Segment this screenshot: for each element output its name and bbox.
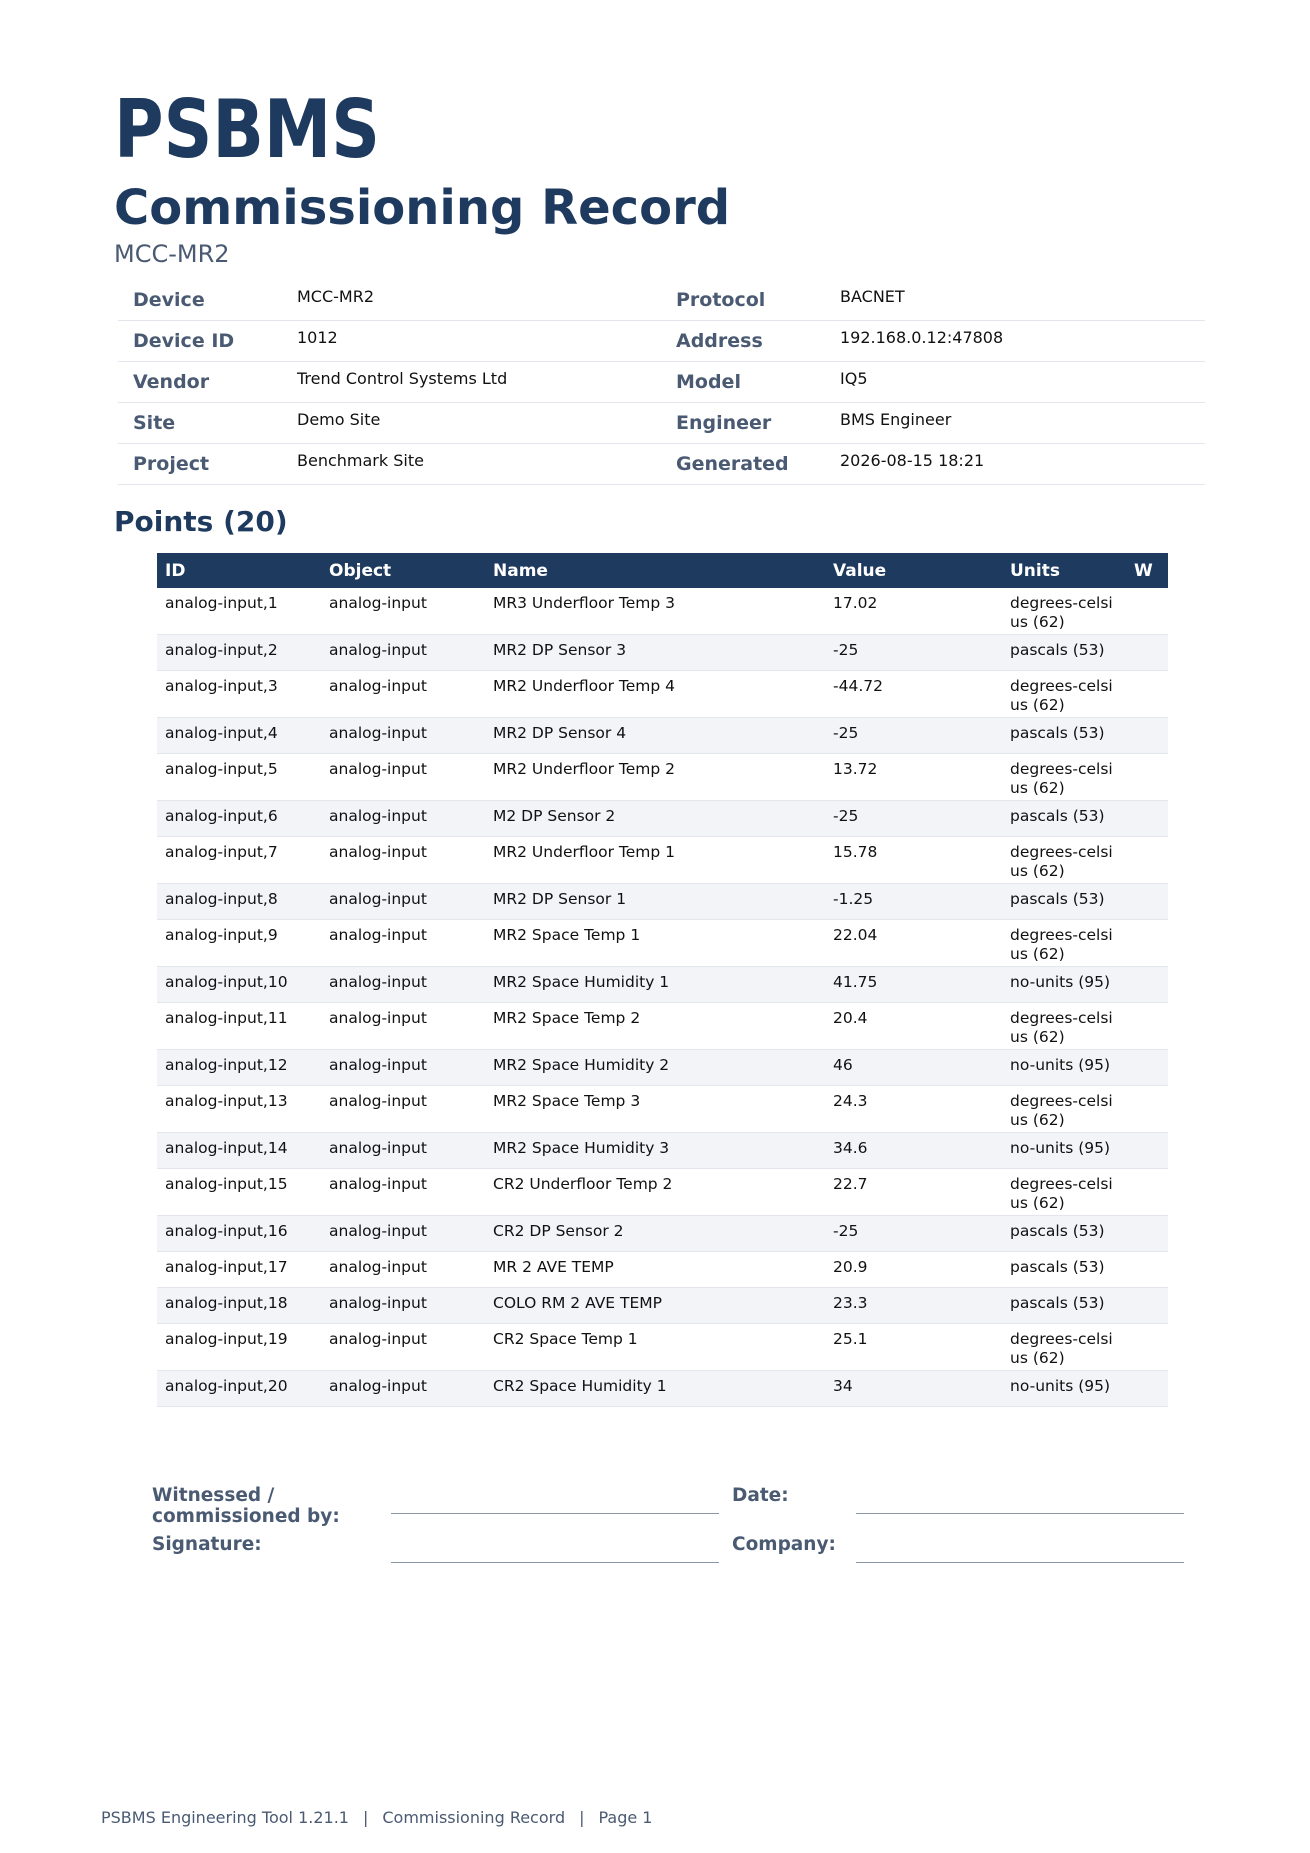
- meta-cell: [118, 289, 661, 311]
- cell-name: MR2 Space Humidity 1: [485, 967, 825, 1003]
- cell-value: 20.4: [825, 1003, 1002, 1050]
- cell-object: analog-input: [321, 801, 485, 837]
- cell-units: degrees-celsius (62): [1002, 754, 1126, 801]
- cell-id: analog-input,14: [157, 1133, 321, 1169]
- cell-id: analog-input,3: [157, 671, 321, 718]
- cell-value: 24.3: [825, 1086, 1002, 1133]
- meta-value: Demo Site: [297, 410, 381, 429]
- meta-value: Trend Control Systems Ltd: [297, 369, 508, 388]
- cell-value: -25: [825, 801, 1002, 837]
- col-header-units: Units: [1002, 553, 1126, 588]
- cell-value: -25: [825, 718, 1002, 754]
- cell-value: 34: [825, 1371, 1002, 1407]
- cell-name: MR2 Space Temp 1: [485, 920, 825, 967]
- cell-name: MR2 Space Humidity 3: [485, 1133, 825, 1169]
- cell-object: analog-input: [321, 754, 485, 801]
- date-line: [856, 1475, 1184, 1514]
- page-title: Commissioning Record: [114, 180, 731, 236]
- meta-label: Address: [676, 330, 763, 352]
- cell-w: [1126, 1086, 1168, 1133]
- cell-w: [1126, 1252, 1168, 1288]
- cell-w: [1126, 967, 1168, 1003]
- meta-value: BMS Engineer: [840, 410, 952, 429]
- table-row: [157, 671, 1168, 718]
- meta-row: [118, 280, 1205, 321]
- cell-w: [1126, 1288, 1168, 1324]
- cell-object: analog-input: [321, 1086, 485, 1133]
- cell-w: [1126, 837, 1168, 884]
- cell-w: [1126, 884, 1168, 920]
- signoff-block: [152, 1475, 1187, 1573]
- cell-units: degrees-celsius (62): [1002, 920, 1126, 967]
- cell-object: analog-input: [321, 1133, 485, 1169]
- cell-units: no-units (95): [1002, 1371, 1126, 1407]
- cell-object: analog-input: [321, 920, 485, 967]
- svg-text:PSBMS: PSBMS: [114, 83, 380, 176]
- col-header-name: Name: [485, 553, 825, 588]
- table-row: [157, 1216, 1168, 1252]
- cell-w: [1126, 1169, 1168, 1216]
- cell-value: 17.02: [825, 588, 1002, 635]
- table-row: [157, 588, 1168, 635]
- meta-label: Device ID: [133, 330, 235, 352]
- cell-id: analog-input,6: [157, 801, 321, 837]
- cell-object: analog-input: [321, 1216, 485, 1252]
- cell-value: 22.04: [825, 920, 1002, 967]
- table-row: [157, 1324, 1168, 1371]
- cell-units: degrees-celsius (62): [1002, 588, 1126, 635]
- cell-id: analog-input,4: [157, 718, 321, 754]
- cell-name: MR2 Space Temp 3: [485, 1086, 825, 1133]
- footer-tool: PSBMS Engineering Tool 1.21.1: [101, 1808, 349, 1827]
- cell-object: analog-input: [321, 1252, 485, 1288]
- cell-id: analog-input,18: [157, 1288, 321, 1324]
- cell-object: analog-input: [321, 588, 485, 635]
- meta-value: BACNET: [840, 287, 905, 306]
- cell-id: analog-input,13: [157, 1086, 321, 1133]
- footer-page: Page 1: [598, 1808, 653, 1827]
- cell-w: [1126, 635, 1168, 671]
- col-header-w: W: [1126, 553, 1168, 588]
- cell-name: MR2 Space Humidity 2: [485, 1050, 825, 1086]
- cell-object: analog-input: [321, 1169, 485, 1216]
- company-line: [856, 1524, 1184, 1563]
- points-table: [157, 553, 1168, 1407]
- cell-id: analog-input,8: [157, 884, 321, 920]
- cell-object: analog-input: [321, 671, 485, 718]
- meta-cell: [661, 453, 1204, 475]
- table-row: [157, 1288, 1168, 1324]
- table-row: [157, 754, 1168, 801]
- table-row: [157, 1133, 1168, 1169]
- device-meta-table: [118, 280, 1205, 485]
- table-row: [157, 1371, 1168, 1407]
- witnessed-line: [391, 1475, 719, 1514]
- footer-separator: |: [362, 1808, 369, 1827]
- signature-label: Signature:: [152, 1534, 262, 1555]
- meta-row: [118, 444, 1205, 485]
- table-row: [157, 635, 1168, 671]
- cell-id: analog-input,10: [157, 967, 321, 1003]
- cell-object: analog-input: [321, 1371, 485, 1407]
- cell-w: [1126, 1371, 1168, 1407]
- cell-units: pascals (53): [1002, 1288, 1126, 1324]
- cell-id: analog-input,19: [157, 1324, 321, 1371]
- meta-value: 192.168.0.12:47808: [840, 328, 1004, 347]
- cell-id: analog-input,15: [157, 1169, 321, 1216]
- witnessed-label: Witnessed / commissioned by:: [152, 1485, 340, 1527]
- cell-units: no-units (95): [1002, 1133, 1126, 1169]
- meta-value: Benchmark Site: [297, 451, 424, 470]
- cell-value: -44.72: [825, 671, 1002, 718]
- cell-units: degrees-celsius (62): [1002, 1086, 1126, 1133]
- cell-object: analog-input: [321, 1288, 485, 1324]
- meta-label: Engineer: [676, 412, 772, 434]
- cell-units: no-units (95): [1002, 967, 1126, 1003]
- meta-cell: [118, 453, 661, 475]
- cell-w: [1126, 1216, 1168, 1252]
- meta-row: [118, 321, 1205, 362]
- cell-w: [1126, 920, 1168, 967]
- cell-name: MR2 DP Sensor 1: [485, 884, 825, 920]
- meta-value: 1012: [297, 328, 338, 347]
- cell-w: [1126, 588, 1168, 635]
- cell-name: MR 2 AVE TEMP: [485, 1252, 825, 1288]
- table-row: [157, 837, 1168, 884]
- signature-line: [391, 1524, 719, 1563]
- meta-label: Device: [133, 289, 205, 311]
- cell-name: MR2 Underfloor Temp 2: [485, 754, 825, 801]
- table-row: [157, 1169, 1168, 1216]
- table-header-row: [157, 553, 1168, 588]
- table-row: [157, 718, 1168, 754]
- col-header-object: Object: [321, 553, 485, 588]
- col-header-id: ID: [157, 553, 321, 588]
- cell-name: MR2 DP Sensor 4: [485, 718, 825, 754]
- cell-object: analog-input: [321, 1050, 485, 1086]
- cell-units: degrees-celsius (62): [1002, 1169, 1126, 1216]
- meta-cell: [661, 371, 1204, 393]
- cell-id: analog-input,2: [157, 635, 321, 671]
- cell-units: degrees-celsius (62): [1002, 1003, 1126, 1050]
- meta-label: Site: [133, 412, 176, 434]
- table-row: [157, 801, 1168, 837]
- points-section-title: Points (20): [114, 505, 288, 538]
- cell-id: analog-input,9: [157, 920, 321, 967]
- cell-units: degrees-celsius (62): [1002, 837, 1126, 884]
- meta-value: IQ5: [840, 369, 868, 388]
- cell-units: pascals (53): [1002, 635, 1126, 671]
- cell-units: pascals (53): [1002, 801, 1126, 837]
- table-row: [157, 884, 1168, 920]
- cell-units: pascals (53): [1002, 1252, 1126, 1288]
- meta-label: Vendor: [133, 371, 210, 393]
- cell-name: MR3 Underfloor Temp 3: [485, 588, 825, 635]
- cell-value: 41.75: [825, 967, 1002, 1003]
- cell-value: 25.1: [825, 1324, 1002, 1371]
- cell-object: analog-input: [321, 635, 485, 671]
- cell-id: analog-input,11: [157, 1003, 321, 1050]
- cell-object: analog-input: [321, 1324, 485, 1371]
- cell-name: M2 DP Sensor 2: [485, 801, 825, 837]
- cell-units: degrees-celsius (62): [1002, 671, 1126, 718]
- cell-name: MR2 Underfloor Temp 1: [485, 837, 825, 884]
- col-header-value: Value: [825, 553, 1002, 588]
- cell-id: analog-input,7: [157, 837, 321, 884]
- footer-doc: Commissioning Record: [382, 1808, 566, 1827]
- cell-units: pascals (53): [1002, 884, 1126, 920]
- cell-name: MR2 Space Temp 2: [485, 1003, 825, 1050]
- meta-row: [118, 362, 1205, 403]
- cell-w: [1126, 1050, 1168, 1086]
- meta-row: [118, 403, 1205, 444]
- footer-separator: |: [579, 1808, 585, 1827]
- cell-value: -25: [825, 635, 1002, 671]
- cell-id: analog-input,16: [157, 1216, 321, 1252]
- meta-value: 2026-08-15 18:21: [840, 451, 985, 470]
- cell-id: analog-input,12: [157, 1050, 321, 1086]
- cell-value: -25: [825, 1216, 1002, 1252]
- cell-w: [1126, 1324, 1168, 1371]
- meta-cell: [661, 412, 1204, 434]
- meta-label: Model: [676, 371, 741, 393]
- meta-label: Protocol: [676, 289, 766, 311]
- cell-value: -1.25: [825, 884, 1002, 920]
- cell-name: CR2 Space Humidity 1: [485, 1371, 825, 1407]
- meta-cell: [661, 330, 1204, 352]
- date-label: Date:: [732, 1485, 789, 1506]
- cell-value: 23.3: [825, 1288, 1002, 1324]
- table-row: [157, 1086, 1168, 1133]
- meta-label: Project: [133, 453, 210, 475]
- meta-cell: [661, 289, 1204, 311]
- table-row: [157, 1050, 1168, 1086]
- cell-w: [1126, 1133, 1168, 1169]
- cell-id: analog-input,1: [157, 588, 321, 635]
- cell-units: pascals (53): [1002, 1216, 1126, 1252]
- cell-object: analog-input: [321, 718, 485, 754]
- page-subtitle: MCC-MR2: [114, 240, 230, 268]
- cell-value: 34.6: [825, 1133, 1002, 1169]
- cell-name: MR2 Underfloor Temp 4: [485, 671, 825, 718]
- meta-cell: [118, 412, 661, 434]
- cell-w: [1126, 801, 1168, 837]
- table-row: [157, 1003, 1168, 1050]
- cell-w: [1126, 671, 1168, 718]
- cell-name: MR2 DP Sensor 3: [485, 635, 825, 671]
- cell-name: CR2 DP Sensor 2: [485, 1216, 825, 1252]
- cell-units: pascals (53): [1002, 718, 1126, 754]
- cell-units: no-units (95): [1002, 1050, 1126, 1086]
- cell-object: analog-input: [321, 967, 485, 1003]
- cell-id: analog-input,5: [157, 754, 321, 801]
- cell-w: [1126, 754, 1168, 801]
- page-footer: [101, 1808, 652, 1827]
- cell-name: CR2 Underfloor Temp 2: [485, 1169, 825, 1216]
- cell-w: [1126, 718, 1168, 754]
- meta-label: Generated: [676, 453, 789, 475]
- table-row: [157, 920, 1168, 967]
- cell-object: analog-input: [321, 1003, 485, 1050]
- psbms-logo: [114, 83, 380, 176]
- cell-value: 22.7: [825, 1169, 1002, 1216]
- cell-id: analog-input,17: [157, 1252, 321, 1288]
- cell-name: COLO RM 2 AVE TEMP: [485, 1288, 825, 1324]
- table-row: [157, 1252, 1168, 1288]
- cell-units: degrees-celsius (62): [1002, 1324, 1126, 1371]
- cell-value: 46: [825, 1050, 1002, 1086]
- meta-cell: [118, 330, 661, 352]
- table-row: [157, 967, 1168, 1003]
- cell-w: [1126, 1003, 1168, 1050]
- cell-value: 20.9: [825, 1252, 1002, 1288]
- cell-value: 15.78: [825, 837, 1002, 884]
- cell-object: analog-input: [321, 837, 485, 884]
- cell-object: analog-input: [321, 884, 485, 920]
- meta-cell: [118, 371, 661, 393]
- meta-value: MCC-MR2: [297, 287, 375, 306]
- cell-id: analog-input,20: [157, 1371, 321, 1407]
- cell-name: CR2 Space Temp 1: [485, 1324, 825, 1371]
- company-label: Company:: [732, 1534, 836, 1555]
- cell-value: 13.72: [825, 754, 1002, 801]
